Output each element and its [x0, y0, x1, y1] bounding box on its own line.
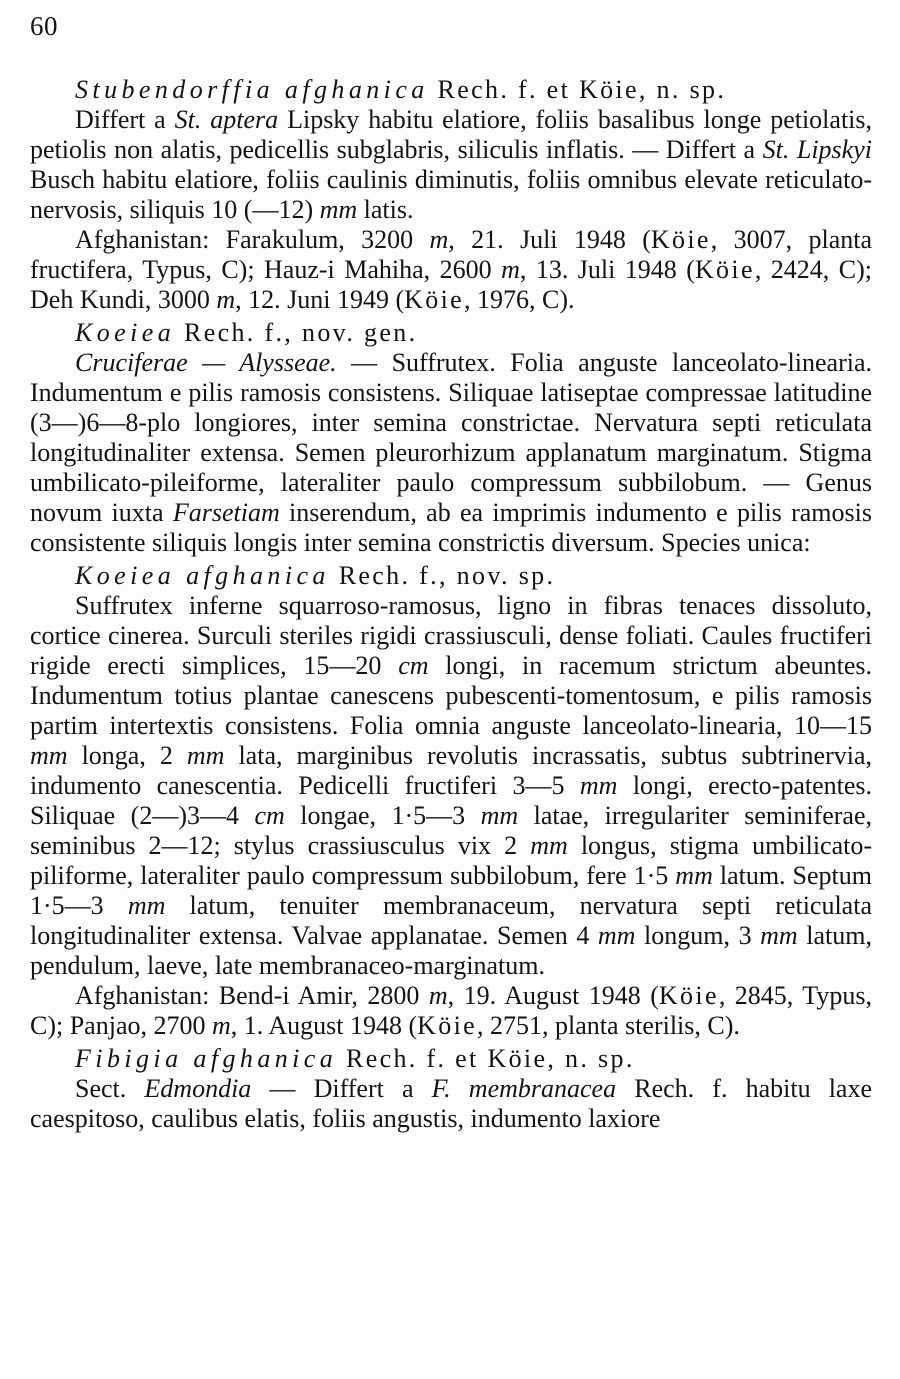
- text-run: , 19. August 1948 (: [447, 981, 659, 1010]
- text-run: , 1. August 1948 (: [230, 1011, 418, 1040]
- text-run: Köie: [417, 1011, 478, 1040]
- taxon-name-run: mm: [30, 741, 68, 770]
- taxon-name-run: Edmondia: [144, 1074, 252, 1103]
- text-run: longus, stigma umbilicato-piliforme, lateraliter paulo compressum subbilobum, fere 1·5: [30, 831, 873, 890]
- text-run: Köie: [658, 981, 719, 1010]
- text-run: longi, in racemum strictum abeuntes. Indumentum totius plantae canescens pubescenti-tomentosum, e pilis ramosis partim intertextis consistens. Folia omnia anguste lanceolato-linearia, 10—15: [30, 651, 872, 740]
- taxon-name-run: St. aptera: [174, 105, 279, 134]
- body-paragraph: [30, 591, 872, 981]
- taxon-name-run: mm: [760, 921, 798, 950]
- taxon-name-run: mm: [579, 771, 618, 800]
- text-run: , 13. Juli 1948 (: [519, 255, 695, 284]
- taxon-name-run: cm: [398, 651, 429, 680]
- text-run: longum, 3: [635, 921, 761, 950]
- text-run: , 12. Juni 1949 (: [235, 285, 405, 314]
- text-run: , 3007, planta fructifera, Typus, C); Hauz-i Mahiha, 2600: [30, 225, 872, 284]
- text-run: , 2424, C); Deh Kundi, 3000: [30, 255, 872, 314]
- species-heading: [30, 561, 872, 591]
- body-paragraph: [30, 1074, 872, 1134]
- text-run: Sect.: [75, 1074, 145, 1103]
- taxon-name-run: cm: [254, 801, 285, 830]
- taxon-name-run: Cruciferae — Alysseae.: [75, 348, 337, 377]
- text-run: Köie: [650, 225, 711, 254]
- page-text: [30, 75, 872, 1134]
- taxon-name-run: mm: [530, 831, 568, 860]
- taxon-name-run: mm: [319, 195, 358, 224]
- taxon-name-run: mm: [480, 801, 519, 830]
- body-paragraph: [30, 225, 872, 315]
- text-run: Köie: [404, 285, 465, 314]
- text-run: Rech. f., nov. gen.: [175, 318, 418, 347]
- text-run: latum, tenuiter membranaceum, nervatura septi reticulata longitudinaliter extensa. Valvae applanatae. Semen 4: [30, 891, 872, 950]
- taxon-name-run: m: [216, 285, 236, 314]
- text-run: Suffrutex inferne squarroso-ramosus, ligno in fibras tenaces dissoluto, cortice cinerea. Surculi steriles rigidi crassiusculi, dense foliati. Caules fructiferi rigide erecti simplices, 15—20: [30, 591, 872, 680]
- text-run: longi, erecto-patentes. Siliquae (2—)3—4: [30, 771, 873, 830]
- text-run: — Differt a: [251, 1074, 432, 1103]
- species-heading: [30, 318, 872, 348]
- taxon-name-run: m: [501, 255, 520, 284]
- taxon-name-run: mm: [675, 861, 713, 890]
- taxon-name-run: m: [428, 981, 448, 1010]
- text-run: Afghanistan: Farakulum, 3200: [75, 225, 430, 254]
- taxon-name-run: m: [212, 1011, 231, 1040]
- species-heading: [30, 75, 872, 105]
- text-run: Köie: [694, 255, 755, 284]
- text-run: longae, 1·5—3: [284, 801, 481, 830]
- text-run: lata, marginibus revolutis incrassatis, subtus subtrinervia, indumento canescentia. Pedicelli fructiferi 3—5: [30, 741, 873, 800]
- body-paragraph: [30, 348, 872, 558]
- text-run: , 2845, Typus, C); Panjao, 2700: [30, 981, 872, 1040]
- text-run: longa, 2: [67, 741, 187, 770]
- body-paragraph: [30, 105, 872, 225]
- taxon-name-run: mm: [597, 921, 636, 950]
- text-run: latis.: [357, 195, 414, 224]
- text-run: Rech. f., nov. sp.: [329, 561, 556, 590]
- body-paragraph: [30, 981, 872, 1041]
- taxon-name-run: m: [429, 225, 449, 254]
- text-run: latum, pendulum, laeve, late membranaceo-marginatum.: [30, 921, 873, 980]
- text-run: Afghanistan: Bend-i Amir, 2800: [75, 981, 429, 1010]
- taxon-name-run: Koeiea: [75, 318, 176, 347]
- text-run: Rech. f. et Köie, n. sp.: [337, 1044, 635, 1073]
- text-run: latae, irregulariter seminiferae, seminibus 2—12; stylus crassiusculus vix 2: [30, 801, 872, 860]
- taxon-name-run: St. Lipskyi: [762, 135, 872, 164]
- page-number: 60: [30, 11, 59, 41]
- text-run: , 21. Juli 1948 (: [448, 225, 651, 254]
- taxon-name-run: Fibigia afghanica: [75, 1044, 338, 1073]
- text-run: Lipsky habitu elatiore, foliis basalibus longe petiolatis, petiolis non alatis, pedicellis subglabris, siliculis inflatis. — Differt a: [30, 105, 873, 164]
- species-heading: [30, 1044, 872, 1074]
- text-run: latum. Septum 1·5—3: [30, 861, 872, 920]
- text-run: , 2751, planta sterilis, C).: [477, 1011, 740, 1040]
- taxon-name-run: Koeiea afghanica: [75, 561, 330, 590]
- text-run: Rech. f. habitu laxe caespitoso, caulibus elatis, foliis angustis, indumento laxiore: [30, 1074, 873, 1133]
- taxon-name-run: Stubendorffia afghanica: [75, 75, 429, 104]
- taxon-name-run: mm: [186, 741, 225, 770]
- text-run: Busch habitu elatiore, foliis caulinis diminutis, foliis omnibus elevate reticulato-nervosis, siliquis 10 (—12): [30, 165, 872, 224]
- text-run: , 1976, C).: [464, 285, 575, 314]
- taxon-name-run: mm: [127, 891, 166, 920]
- text-run: Differt a: [75, 105, 175, 134]
- text-run: Rech. f. et Köie, n. sp.: [428, 75, 727, 104]
- taxon-name-run: F. membranacea: [431, 1074, 617, 1103]
- taxon-name-run: Farsetiam: [172, 498, 280, 527]
- text-run: inserendum, ab ea imprimis indumento e pilis ramosis consistente siliquis longis inter semina constrictis diversum. Species unica:: [30, 498, 872, 557]
- text-run: — Suffrutex. Folia anguste lanceolato-linearia. Indumentum e pilis ramosis consistens. Siliquae latiseptae compressae latitudine (3—)6—8-plo longiores, inter semina constrictae. Nervatura septi reticulata longitudinaliter extensa. Semen pleurorhizum applanatum marginatum. Stigma umbilicato-pileiforme, lateraliter paulo compressum subbilobum. — Genus novum iuxta: [30, 348, 872, 527]
